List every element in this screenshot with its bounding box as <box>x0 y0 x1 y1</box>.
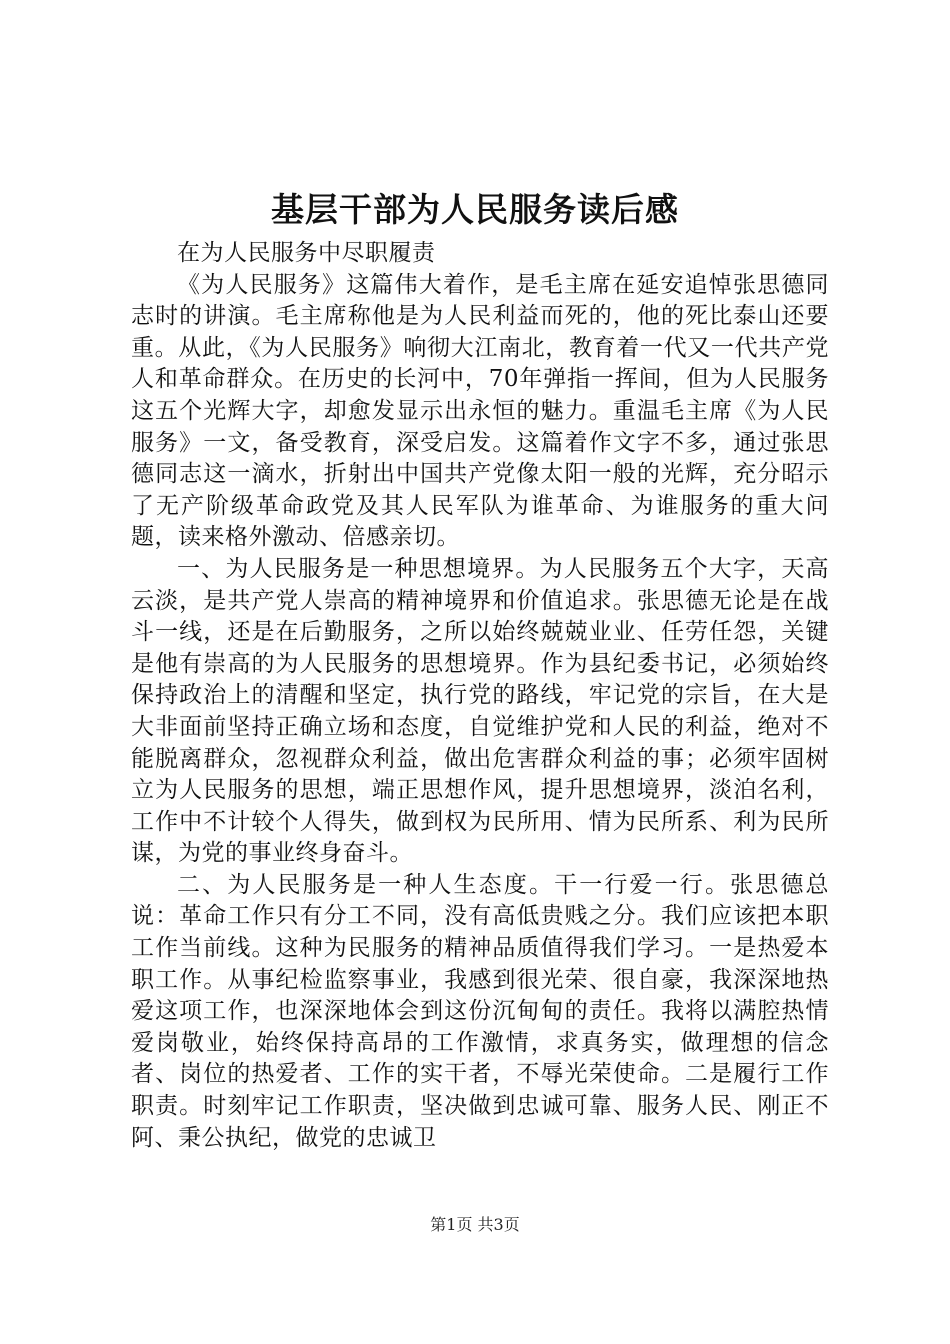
page-footer: 第1页 共3页 <box>430 1215 520 1234</box>
page-title: 基层干部为人民服务读后感 <box>271 190 679 229</box>
paragraph-section-2: 二、为人民服务是一种人生态度。干一行爱一行。张思德总说：革命工作只有分工不同，没有高低贵贱之分。我们应该把本职工作当前线。这种为民服务的精神品质值得我们学习。一是热爱本职工作。从事纪检监察事业，我感到很光荣、很自豪，我深深地热爱这项工作，也深深地体会到这份沉甸甸的责任。我将以满腔热情爱岗敬业，始终保持高昂的工作激情，求真务实，做理想的信念者、岗位的热爱者、工作的实干者，不辱光荣使命。二是履行工作职责。时刻牢记工作职责，坚决做到忠诚可靠、服务人民、刚正不阿、秉公执纪，做党的忠诚卫 <box>131 871 829 1151</box>
paragraph-section-1: 一、为人民服务是一种思想境界。为人民服务五个大字，天高云淡，是共产党人崇高的精神境界和价值追求。张思德无论是在战斗一线，还是在后勤服务，之所以始终兢兢业业、任劳任怨，关键是他有崇高的为人民服务的思想境界。作为县纪委书记，必须始终保持政治上的清醒和坚定，执行党的路线，牢记党的宗旨，在大是大非面前坚持正确立场和态度，自觉维护党和人民的利益，绝对不能脱离群众，忽视群众利益，做出危害群众利益的事；必须牢固树立为人民服务的思想，端正思想作风，提升思想境界，淡泊名利，工作中不计较个人得失，做到权为民所用、情为民所系、利为民所谋，为党的事业终身奋斗。 <box>131 555 829 867</box>
paragraph-intro: 《为人民服务》这篇伟大着作，是毛主席在延安追悼张思德同志时的讲演。毛主席称他是为人民利益而死的，他的死比泰山还要重。从此，《为人民服务》响彻大江南北，教育着一代又一代共产党人和革命群众。在历史的长河中，70年弹指一挥间，但为人民服务这五个光辉大字，却愈发显示出永恒的魅力。重温毛主席《为人民服务》一文，备受教育，深受启发。这篇着作文字不多，通过张思德同志这一滴水，折射出中国共产党像太阳一般的光辉，充分昭示了无产阶级革命政党及其人民军队为谁革命、为谁服务的重大问题，读来格外激动、倍感亲切。 <box>131 271 829 551</box>
subtitle: 在为人民服务中尽职履责 <box>177 240 436 266</box>
document-body <box>131 238 829 1154</box>
